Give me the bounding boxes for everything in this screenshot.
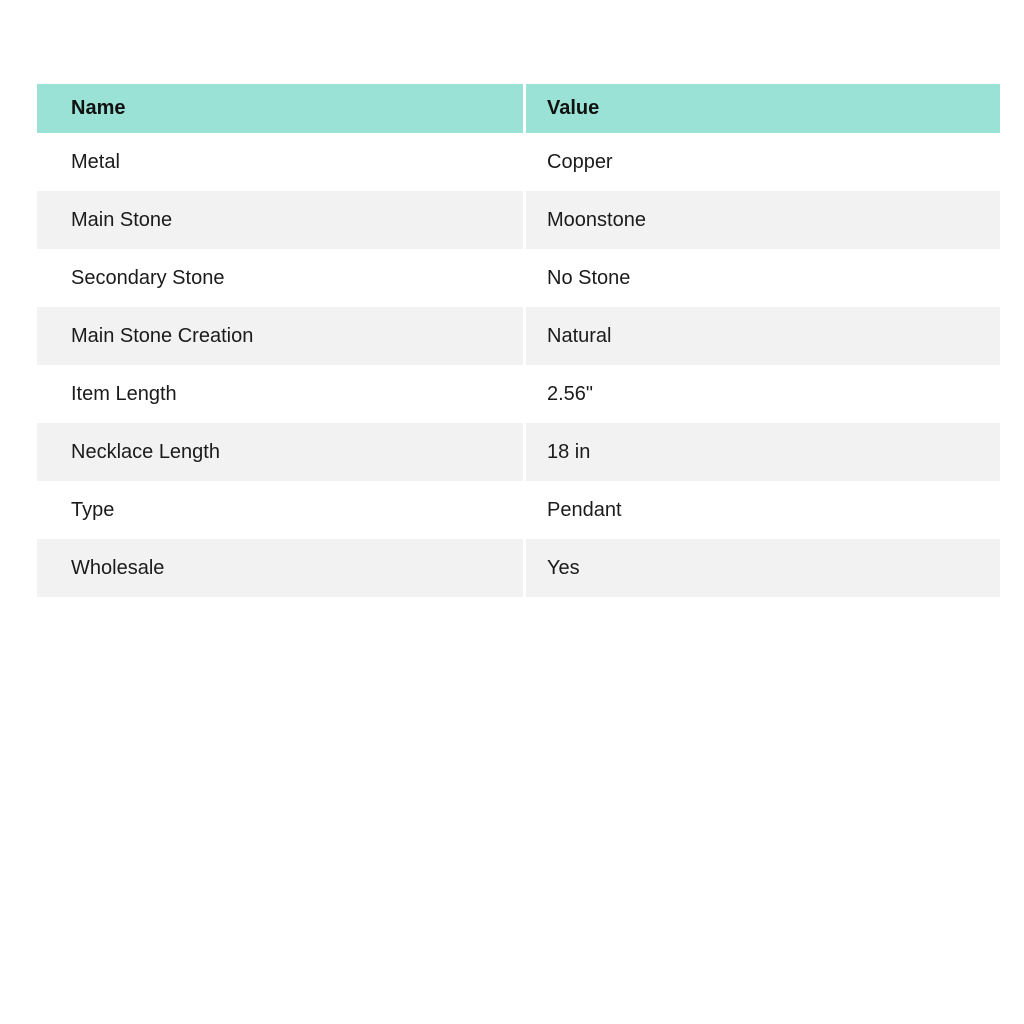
product-attributes-table — [37, 84, 1000, 597]
attribute-value-cell: 18 in — [523, 423, 1000, 481]
table-row — [37, 539, 1000, 597]
table-row — [37, 307, 1000, 365]
table-row — [37, 481, 1000, 539]
column-header-value: Value — [523, 84, 1000, 133]
attribute-name-cell: Secondary Stone — [71, 266, 225, 289]
attribute-name-cell: Metal — [71, 150, 120, 173]
attribute-name-cell: Wholesale — [71, 556, 165, 579]
attribute-name-cell: Main Stone Creation — [71, 324, 254, 347]
table-header-row — [37, 84, 1000, 133]
attribute-name-cell: Main Stone — [71, 208, 173, 231]
attribute-value-cell: Copper — [523, 133, 1000, 191]
table-row — [37, 191, 1000, 249]
table-row — [37, 249, 1000, 307]
attribute-value-cell: Moonstone — [523, 191, 1000, 249]
column-header-name: Name — [71, 97, 126, 119]
attribute-name-cell: Item Length — [71, 382, 177, 405]
attribute-value-cell: Natural — [523, 307, 1000, 365]
table-row — [37, 365, 1000, 423]
attribute-value-cell: Yes — [523, 539, 1000, 597]
attribute-name-cell: Necklace Length — [71, 440, 220, 463]
attribute-value-cell: No Stone — [523, 249, 1000, 307]
table-body — [37, 133, 1000, 597]
attribute-value-cell: 2.56" — [523, 365, 1000, 423]
attribute-value-cell: Pendant — [523, 481, 1000, 539]
table-row — [37, 133, 1000, 191]
attribute-name-cell: Type — [71, 498, 115, 521]
table-row — [37, 423, 1000, 481]
